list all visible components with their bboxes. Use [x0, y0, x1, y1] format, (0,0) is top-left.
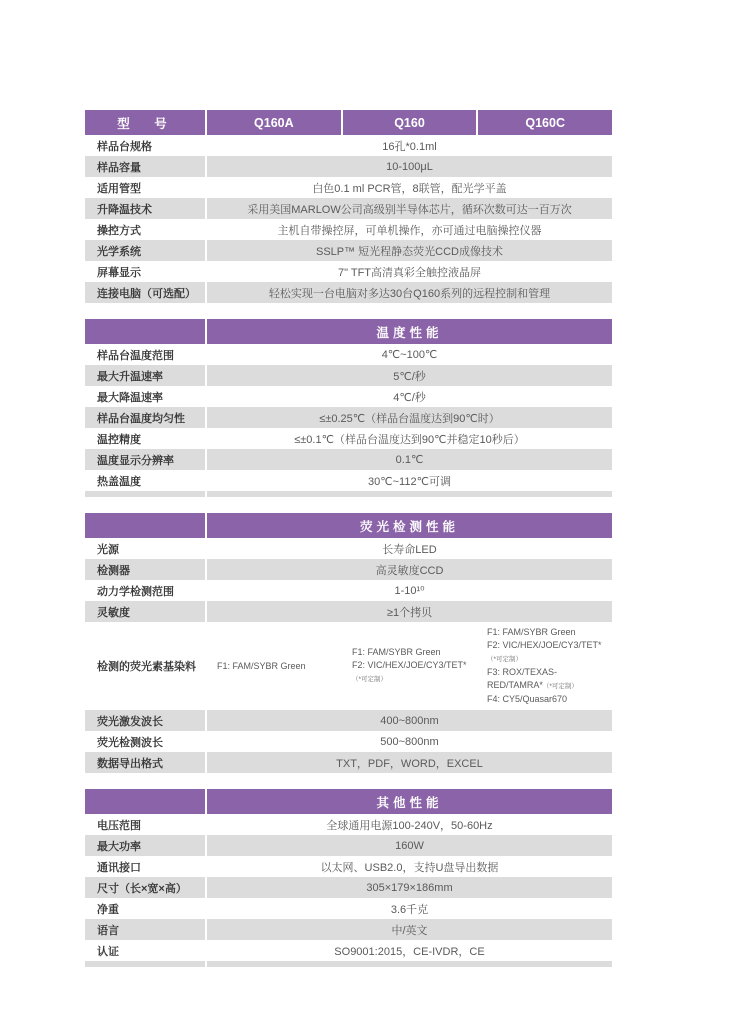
table-row [85, 344, 612, 365]
row-value: 高灵敏度CCD [207, 559, 612, 580]
row-label: 认证 [97, 945, 119, 958]
row-value: 400~800nm [207, 710, 612, 731]
row-label: 样品容量 [85, 156, 205, 177]
row-label: 光学系统 [85, 240, 205, 261]
table-row [85, 919, 612, 940]
table-row [85, 240, 612, 261]
model-column-q160: Q160 [343, 110, 477, 135]
customizable-note: （*可定制） [352, 676, 388, 683]
spec-sections [85, 135, 612, 967]
dye-list-q160a [207, 622, 340, 710]
section-header-spacer [85, 789, 205, 814]
row-label: 样品台温度均匀性 [85, 407, 205, 428]
table-row [85, 940, 612, 961]
section-header-fluorescence [85, 513, 612, 538]
row-label: 光源 [97, 543, 119, 556]
row-value: 305×179×186mm [207, 877, 612, 898]
table-row [85, 177, 612, 198]
dye-entry: F2: VIC/HEX/JOE/CY3/TET*（*可定制） [487, 640, 602, 663]
section-header-spacer [85, 513, 205, 538]
row-label: 样品台温度范围 [97, 349, 174, 362]
table-row [85, 470, 612, 491]
dye-entry: F1: FAM/SYBR Green [487, 627, 576, 637]
row-value: 主机自带操控屏，可单机操作，亦可通过电脑操控仪器 [277, 224, 542, 237]
table-row [85, 428, 612, 449]
section-end-strip [85, 961, 612, 967]
table-row [85, 731, 612, 752]
section-header-other [85, 789, 612, 814]
row-value: 长寿命LED [382, 543, 437, 556]
row-label: 荧光检测波长 [97, 736, 163, 749]
table-row [85, 219, 612, 240]
row-label: 语言 [85, 919, 205, 940]
row-value: ≤±0.25℃（样品台温度达到90℃时） [207, 407, 612, 428]
strip-label-segment [85, 491, 205, 497]
table-row [85, 282, 612, 303]
row-value: 全球通用电源100-240V，50-60Hz [326, 819, 493, 832]
row-value: ≥1个拷贝 [207, 601, 612, 622]
row-label: 样品台规格 [97, 140, 152, 153]
dye-entry: F2: VIC/HEX/JOE/CY3/TET*（*可定制） [352, 660, 467, 683]
section-fluorescence [85, 513, 612, 773]
table-row [85, 814, 612, 835]
table-row [85, 752, 612, 773]
table-row [85, 580, 612, 601]
customizable-note: （*可定制） [487, 656, 523, 663]
row-value: 1-10¹⁰ [394, 585, 425, 597]
section-end-strip [85, 491, 612, 497]
row-value: 7" TFT高清真彩全触控液晶屏 [337, 266, 482, 279]
row-label: 最大升温速率 [85, 365, 205, 386]
strip-label-segment [85, 961, 205, 967]
row-label: 数据导出格式 [85, 752, 205, 773]
row-label: 荧光激发波长 [85, 710, 205, 731]
table-row [85, 198, 612, 219]
row-value: ≤±0.1℃（样品台温度达到90℃并稳定10秒后） [294, 433, 525, 446]
row-label: 通讯接口 [97, 861, 141, 874]
row-label: 屏幕显示 [97, 266, 141, 279]
strip-value-segment [207, 961, 612, 967]
section-title: 温度性能 [207, 319, 612, 344]
row-value: 白色0.1 ml PCR管，8联管，配光学平盖 [312, 182, 507, 195]
table-row [85, 538, 612, 559]
table-row [85, 156, 612, 177]
row-value: 160W [207, 835, 612, 856]
section-title: 其他性能 [207, 789, 612, 814]
row-value: TXT，PDF，WORD，EXCEL [207, 752, 612, 773]
row-value: 3.6千克 [390, 903, 429, 916]
table-row [85, 386, 612, 407]
table-row [85, 877, 612, 898]
model-column-q160c: Q160C [478, 110, 612, 135]
row-value: 16孔*0.1ml [382, 140, 437, 153]
spec-table [85, 110, 612, 967]
table-row [85, 407, 612, 428]
dye-entry: F1: FAM/SYBR Green [352, 647, 441, 657]
dye-entry: F3: ROX/TEXAS-RED/TAMRA*（*可定制） [487, 667, 578, 690]
row-label: 适用管型 [97, 182, 141, 195]
section-other [85, 789, 612, 967]
row-value: 30℃~112℃可调 [368, 475, 451, 488]
row-label: 动力学检测范围 [97, 585, 174, 598]
dye-entry: F1: FAM/SYBR Green [217, 660, 306, 671]
table-row [85, 601, 612, 622]
row-label: 检测器 [85, 559, 205, 580]
row-value: SO9001:2015，CE-IVDR，CE [334, 945, 485, 958]
table-row [85, 261, 612, 282]
row-value: 4℃/秒 [393, 391, 426, 404]
section-temperature [85, 319, 612, 497]
section-title: 荧光检测性能 [207, 513, 612, 538]
row-value: 10-100μL [207, 156, 612, 177]
table-row [85, 449, 612, 470]
row-label: 温度显示分辨率 [85, 449, 205, 470]
row-value: 0.1℃ [207, 449, 612, 470]
table-row [85, 365, 612, 386]
table-row [85, 710, 612, 731]
row-label: 温控精度 [97, 433, 141, 446]
row-label: 检测的荧光素基染料 [97, 661, 196, 673]
row-value: 4℃~100℃ [381, 349, 438, 361]
dye-list-q160 [342, 622, 475, 710]
row-label: 净重 [97, 903, 119, 916]
table-row [85, 622, 612, 710]
section-header-spacer [85, 319, 205, 344]
table-row [85, 898, 612, 919]
row-value: 采用美国MARLOW公司高级别半导体芯片，循环次数可达一百万次 [207, 198, 612, 219]
table-row [85, 835, 612, 856]
customizable-note: （*可定制） [542, 683, 578, 690]
row-label: 灵敏度 [85, 601, 205, 622]
row-label: 最大功率 [85, 835, 205, 856]
row-value: 中/英文 [207, 919, 612, 940]
table-row [85, 856, 612, 877]
dye-entry: F4: CY5/Quasar670 [487, 694, 568, 704]
row-label: 最大降温速率 [97, 391, 163, 404]
row-label: 连接电脑（可选配） [85, 282, 205, 303]
row-value: 以太网、USB2.0，支持U盘导出数据 [320, 861, 499, 874]
row-label: 升降温技术 [85, 198, 205, 219]
row-value: SSLP™ 短光程静态荧光CCD成像技术 [207, 240, 612, 261]
row-value: 500~800nm [380, 735, 439, 748]
model-header-row [85, 110, 612, 135]
model-header-label: 型 号 [85, 110, 205, 135]
model-column-q160a: Q160A [207, 110, 341, 135]
row-label: 操控方式 [97, 224, 141, 237]
section-basic [85, 135, 612, 303]
table-row [85, 559, 612, 580]
row-label: 热盖温度 [97, 475, 141, 488]
row-label: 电压范围 [97, 819, 141, 832]
row-value: 轻松实现一台电脑对多达30台Q160系列的远程控制和管理 [207, 282, 612, 303]
table-row [85, 135, 612, 156]
row-label: 尺寸（长×宽×高） [85, 877, 205, 898]
row-value: 5℃/秒 [207, 365, 612, 386]
strip-value-segment [207, 491, 612, 497]
section-header-temperature [85, 319, 612, 344]
dye-list-q160c [477, 622, 612, 710]
